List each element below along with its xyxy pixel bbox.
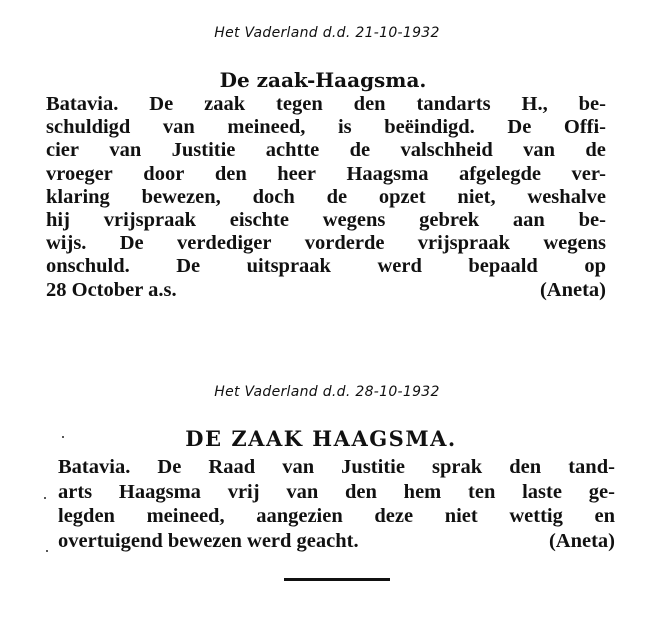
- word: ten: [468, 480, 496, 503]
- article2-line: [58, 480, 615, 505]
- word: eischte: [229, 209, 289, 232]
- word: vorderde: [304, 232, 385, 255]
- article1-line: [46, 139, 606, 162]
- word: afgelegde: [458, 162, 541, 185]
- article2-headline: DE ZAAK HAAGSMA.: [185, 426, 457, 451]
- word: wettig: [509, 505, 563, 527]
- word: De: [176, 255, 201, 278]
- closing-rule: [284, 578, 390, 581]
- article1-headline: De zaak-Haagsma.: [219, 68, 427, 92]
- word: vrijspraak: [103, 209, 196, 232]
- article2-line: [58, 455, 615, 480]
- word: gebrek: [419, 209, 480, 232]
- word: weshalve: [527, 185, 606, 208]
- word: vrij: [227, 480, 260, 503]
- word: de: [349, 139, 371, 162]
- article2-last-line: [58, 529, 615, 554]
- word: deze: [374, 505, 414, 527]
- article1-line: [46, 232, 606, 255]
- word: heer: [277, 162, 316, 185]
- article1-line: [46, 209, 606, 232]
- word: is: [337, 116, 352, 139]
- word: cier: [46, 139, 79, 162]
- word: ge-: [588, 480, 615, 503]
- word: laste: [522, 480, 562, 503]
- article1-line: [46, 163, 606, 186]
- word: beëindigd.: [384, 116, 475, 139]
- article1-line: [46, 186, 606, 209]
- word: van: [282, 456, 315, 478]
- word: vrijspraak: [417, 232, 511, 255]
- word: tand-: [568, 456, 615, 478]
- word: wijs.: [46, 232, 87, 255]
- word: klaring: [46, 185, 110, 208]
- word: door: [143, 162, 185, 185]
- word: legden: [58, 505, 115, 527]
- word: bewezen,: [141, 185, 221, 208]
- word: den: [345, 480, 377, 503]
- article1-line: [46, 255, 606, 278]
- word: de: [585, 139, 606, 162]
- word: uitspraak: [246, 255, 331, 278]
- word: Justitie: [171, 139, 236, 162]
- article1-last-line: [46, 279, 606, 302]
- word: De: [149, 93, 174, 115]
- word: wegens: [322, 209, 386, 232]
- word: den: [214, 162, 247, 185]
- word: Batavia.: [46, 93, 119, 115]
- word: Raad: [208, 456, 256, 478]
- word: onschuld.: [46, 255, 130, 278]
- word: aangezien: [256, 505, 343, 527]
- word: en: [594, 505, 615, 527]
- word: opzet: [378, 185, 426, 208]
- word: hem: [403, 480, 442, 503]
- word: Offi-: [563, 116, 606, 139]
- word: niet: [444, 505, 478, 527]
- word: hij: [46, 209, 70, 232]
- word: aan: [512, 209, 545, 232]
- word: de: [326, 185, 348, 208]
- word: meineed,: [227, 116, 306, 139]
- article1-source: (Aneta): [539, 278, 606, 301]
- word: ver-: [571, 162, 606, 185]
- word: Justitie: [341, 456, 405, 478]
- article2-source: (Aneta): [548, 529, 615, 552]
- article2-caption: Het Vaderland d.d. 28-10-1932: [214, 384, 440, 400]
- word: H.,: [521, 93, 548, 115]
- word: Haagsma: [346, 162, 429, 185]
- word: achtte: [265, 139, 320, 162]
- word: wegens: [543, 232, 606, 255]
- word: niet,: [457, 185, 496, 208]
- word: be-: [578, 93, 606, 115]
- scan-speck: [46, 550, 48, 552]
- article1-caption: Het Vaderland d.d. 21-10-1932: [214, 25, 440, 41]
- article1-body: [46, 93, 606, 302]
- word: zaak: [204, 93, 246, 115]
- scan-speck: [44, 497, 46, 499]
- article1-last-text: 28 October a.s.: [46, 278, 177, 301]
- word: be-: [578, 209, 606, 232]
- word: werd: [377, 255, 422, 278]
- word: van: [109, 139, 142, 162]
- word: meineed,: [146, 505, 225, 527]
- scan-speck: [62, 436, 64, 438]
- word: vroeger: [46, 162, 113, 185]
- word: sprak: [432, 456, 483, 478]
- word: tegen: [276, 93, 323, 115]
- word: Batavia.: [58, 456, 131, 478]
- word: den: [353, 93, 386, 115]
- word: van: [162, 116, 195, 139]
- word: doch: [252, 185, 295, 208]
- word: arts: [58, 480, 93, 503]
- word: tandarts: [416, 93, 491, 115]
- word: schuldigd: [46, 116, 131, 139]
- word: De: [119, 232, 144, 255]
- article2-last-text: overtuigend bewezen werd geacht.: [58, 529, 359, 552]
- word: van: [523, 139, 556, 162]
- word: den: [509, 456, 542, 478]
- word: van: [286, 480, 319, 503]
- word: verdediger: [176, 232, 272, 255]
- article1-line: [46, 116, 606, 139]
- word: De: [507, 116, 532, 139]
- word: Haagsma: [118, 480, 201, 503]
- word: valschheid: [400, 139, 493, 162]
- article2-body: [58, 455, 615, 553]
- word: De: [157, 456, 182, 478]
- word: op: [584, 255, 606, 278]
- article1-line: [46, 93, 606, 116]
- article2-line: [58, 504, 615, 529]
- word: bepaald: [468, 255, 538, 278]
